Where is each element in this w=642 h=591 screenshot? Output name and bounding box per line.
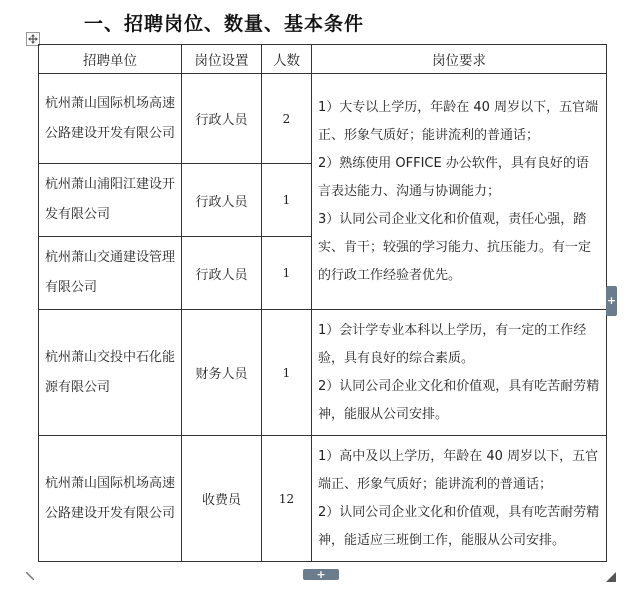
add-row-button[interactable]: + [303,569,339,580]
requirement-item: 1）大专以上学历，年龄在 40 周岁以下，五官端正、形象气质好；能讲流利的普通话； [318,99,599,143]
count-cell: 1 [262,237,312,310]
position-cell: 行政人员 [182,74,262,164]
table-row [39,310,607,436]
table-row [39,74,607,164]
unit-cell: 杭州萧山国际机场高速公路建设开发有限公司 [39,74,182,164]
position-cell: 行政人员 [182,164,262,237]
table-resize-handle-icon[interactable] [606,572,616,582]
count-cell: 2 [262,74,312,164]
add-column-button[interactable]: + [606,286,617,316]
requirements-cell [312,74,607,310]
recruitment-table [38,44,607,562]
requirement-item: 2）认同公司企业文化和价值观，具有吃苦耐劳精神，能适应三班倒工作，能服从公司安排。 [318,504,600,548]
header-count: 人数 [262,45,312,74]
requirements-cell [312,310,607,436]
count-cell: 12 [262,436,312,562]
position-cell: 财务人员 [182,310,262,436]
table-corner-marker-icon [26,572,34,580]
unit-cell: 杭州萧山交通建设管理有限公司 [39,237,182,310]
unit-cell: 杭州萧山交投中石化能源有限公司 [39,310,182,436]
header-unit: 招聘单位 [39,45,182,74]
position-cell: 收费员 [182,436,262,562]
requirement-item: 3）认同公司企业文化和价值观，责任心强，踏实、肯干；较强的学习能力、抗压能力。有一定的行政工作经验者优先。 [318,211,592,283]
count-cell: 1 [262,310,312,436]
section-heading: 一、招聘岗位、数量、基本条件 [84,13,365,35]
requirement-item: 2）熟练使用 OFFICE 办公软件，具有良好的语言表达能力、沟通与协调能力； [318,155,589,199]
unit-cell: 杭州萧山浦阳江建设开发有限公司 [39,164,182,237]
table-row [39,436,607,562]
position-cell: 行政人员 [182,237,262,310]
header-requirements: 岗位要求 [312,45,607,74]
count-cell: 1 [262,164,312,237]
requirements-cell [312,436,607,562]
requirement-item: 2）认同公司企业文化和价值观，具有吃苦耐劳精神，能服从公司安排。 [318,378,600,422]
unit-cell: 杭州萧山国际机场高速公路建设开发有限公司 [39,436,182,562]
header-position: 岗位设置 [182,45,262,74]
table-header-row [39,45,607,74]
requirement-item: 1）会计学专业本科以上学历，有一定的工作经验，具有良好的综合素质。 [318,322,587,366]
requirement-item: 1）高中及以上学历，年龄在 40 周岁以下，五官端正、形象气质好；能讲流利的普通话； [318,448,599,492]
